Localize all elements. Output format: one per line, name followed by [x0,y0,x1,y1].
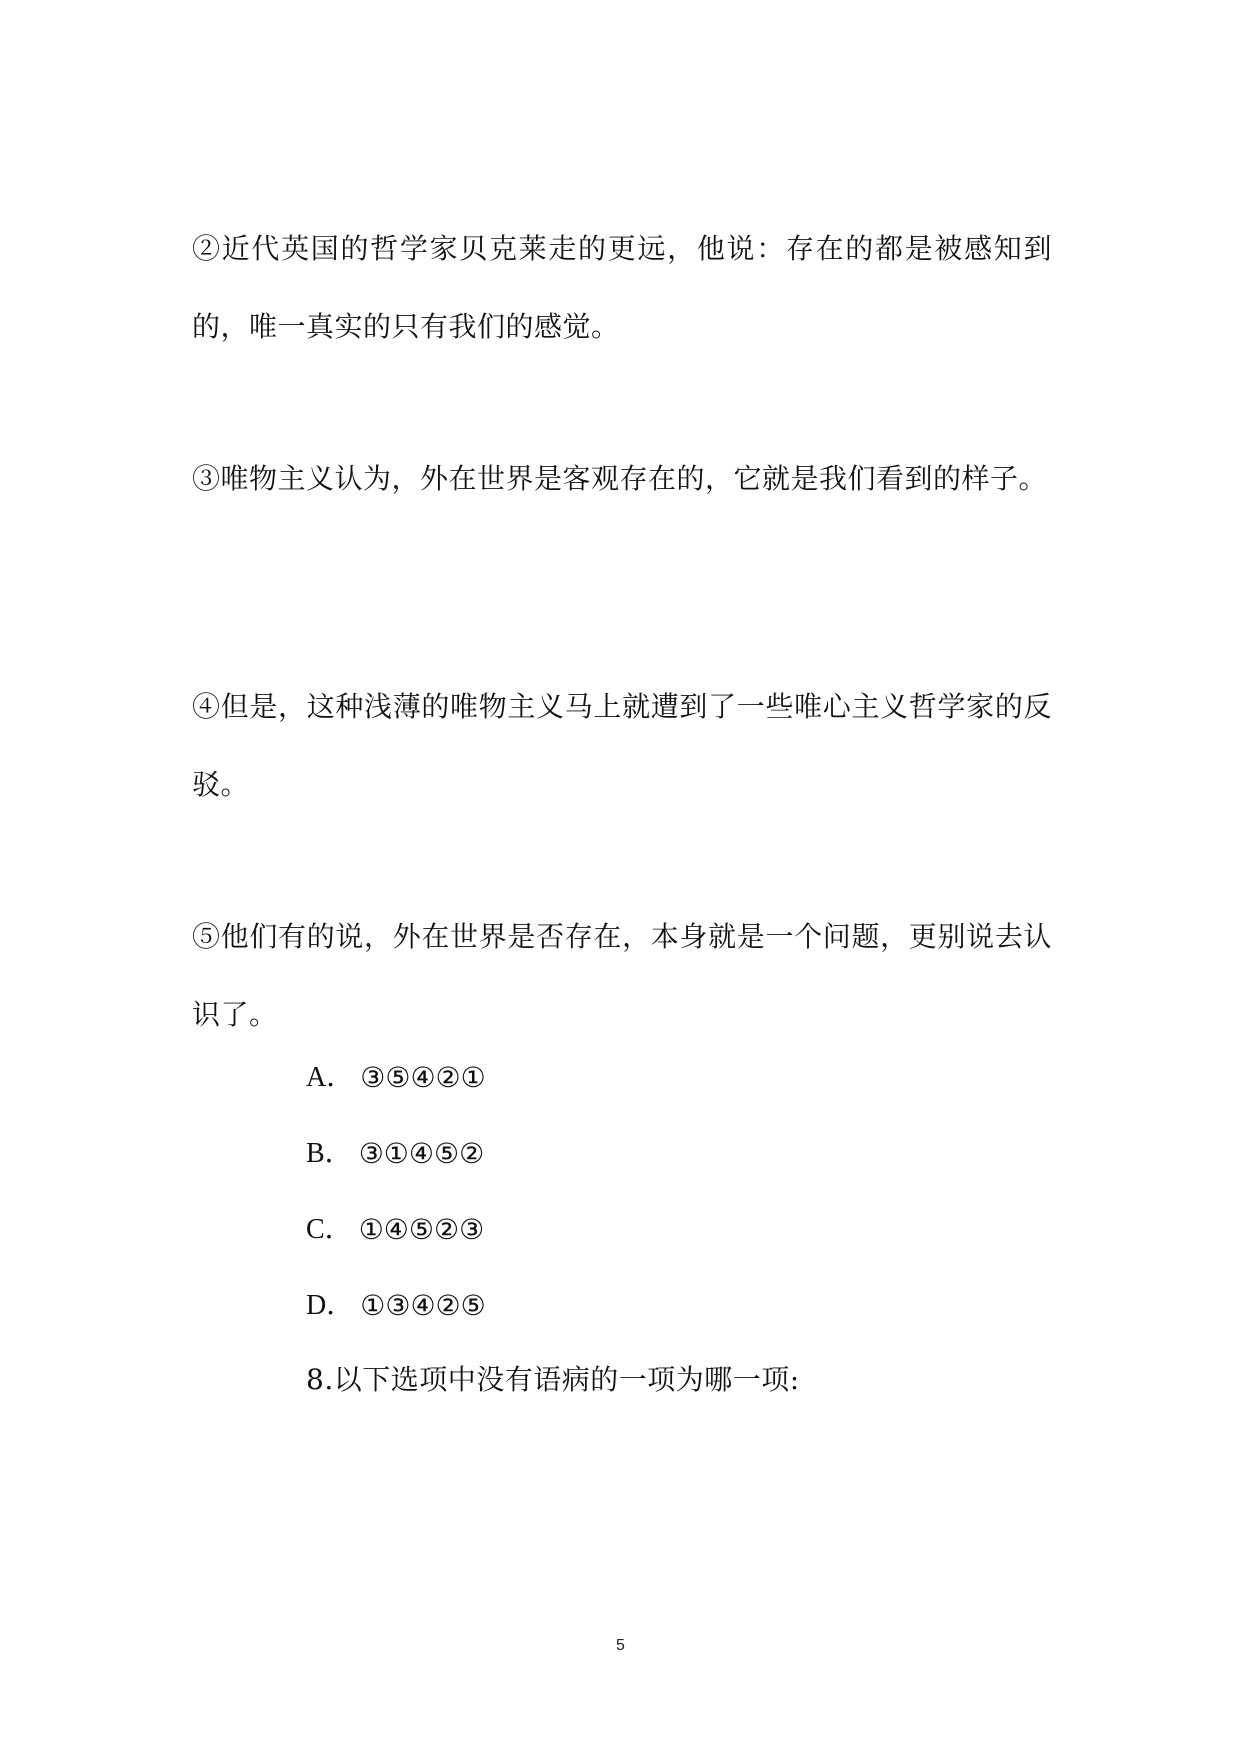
option-letter: A． [306,1062,355,1093]
option-letter: B． [306,1138,353,1169]
answer-options [306,1060,1006,1364]
option-d [306,1288,1006,1364]
page-number: 5 [616,1637,625,1654]
option-sequence: ①④⑤②③ [358,1213,485,1246]
option-sequence: ①③④②⑤ [360,1289,486,1322]
option-a [306,1060,1006,1136]
paragraph-5: ⑤他们有的说，外在世界是否存在，本身就是一个问题，更别说去认识了。 [192,920,1052,1031]
question-8: 8.以下选项中没有语病的一项为哪一项: [306,1363,800,1396]
paragraph-2: ②近代英国的哲学家贝克莱走的更远，他说：存在的都是被感知到的，唯一真实的只有我们的感觉。 [192,232,1052,343]
option-c [306,1212,1006,1288]
option-letter: C． [306,1214,353,1245]
option-sequence: ③①④⑤② [358,1137,485,1170]
option-letter: D． [306,1290,355,1321]
paragraph-3: ③唯物主义认为，外在世界是客观存在的，它就是我们看到的样子。 [192,462,1048,495]
option-b [306,1136,1006,1212]
option-sequence: ③⑤④②① [360,1061,486,1094]
paragraph-4: ④但是，这种浅薄的唯物主义马上就遭到了一些唯心主义哲学家的反驳。 [192,690,1052,801]
